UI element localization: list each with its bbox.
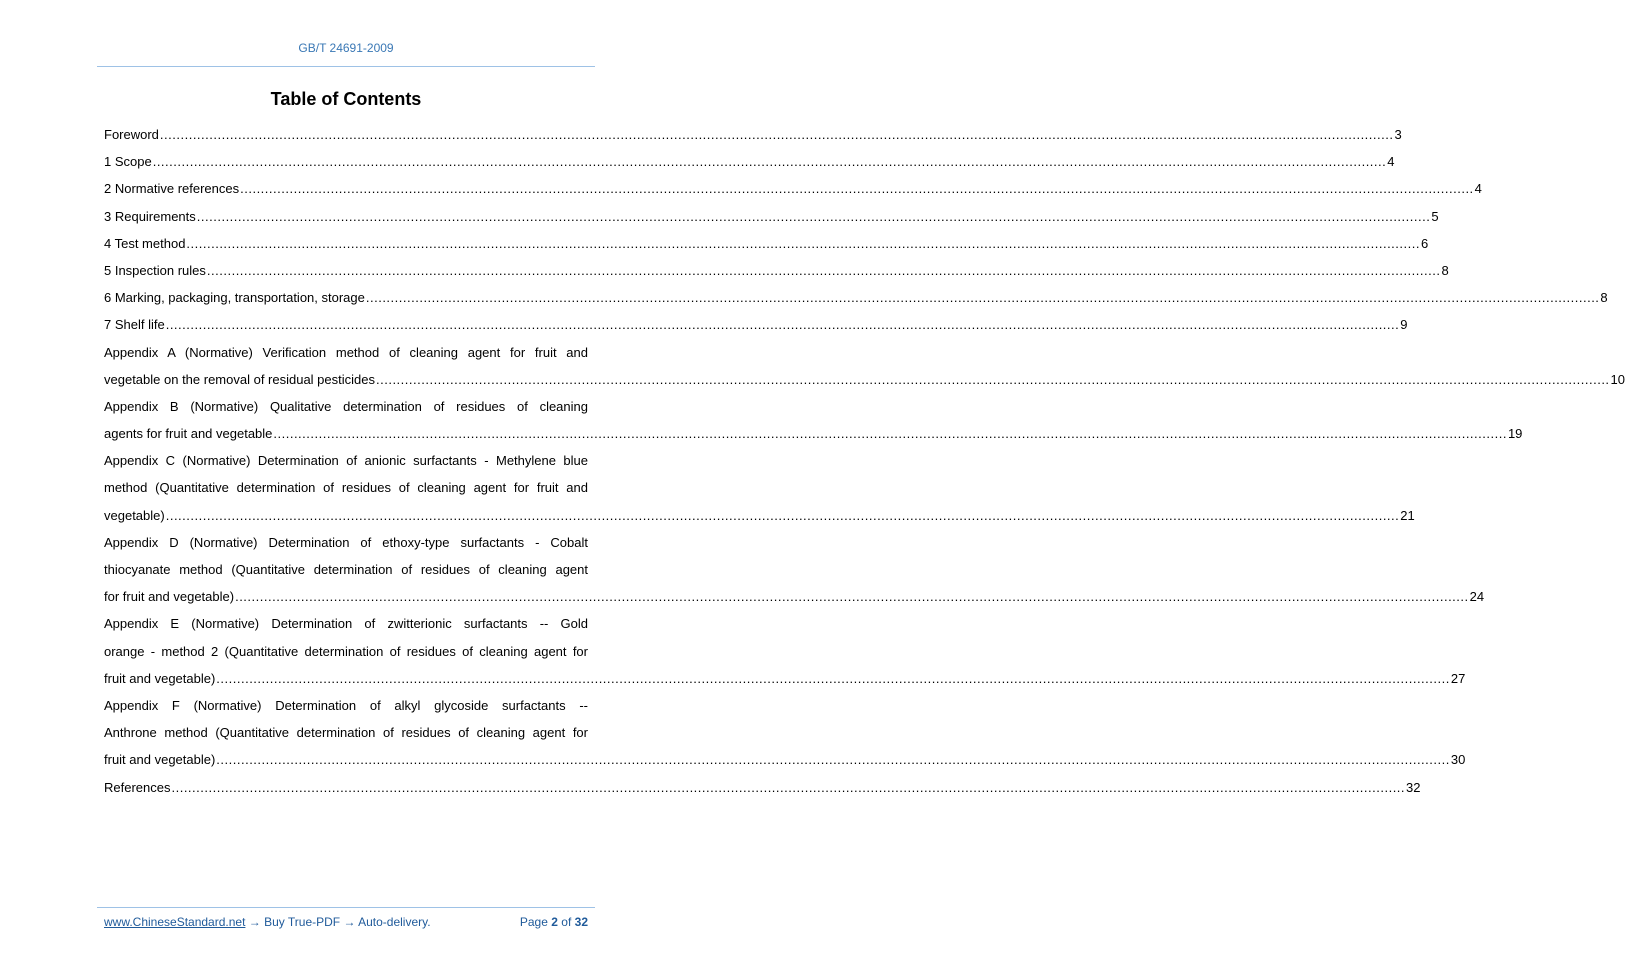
- toc-entry-line: Anthrone method (Quantitative determination of residues of cleaning agent for: [104, 725, 588, 741]
- toc-dot-leader: ............................................................................................................................................................................................................................................................................................................: [165, 317, 1400, 333]
- toc-entry-title: agents for fruit and vegetable: [104, 426, 273, 442]
- toc-entry[interactable]: [104, 447, 1415, 529]
- page-total: 32: [574, 915, 588, 929]
- toc-page-number: 9: [1400, 317, 1408, 333]
- toc-entry[interactable]: [104, 121, 1402, 148]
- toc-entry[interactable]: [104, 393, 1523, 447]
- toc-page-number: 4: [1387, 154, 1395, 170]
- toc-entry-title: References: [104, 779, 171, 795]
- toc-entry-last-line: [104, 420, 1523, 447]
- toc-page-number: 5: [1431, 208, 1439, 224]
- toc-page-number: 3: [1394, 127, 1402, 142]
- toc-entry-last-line: [104, 502, 1415, 529]
- page-counter: [520, 915, 588, 929]
- toc-entry-title: vegetable): [104, 507, 165, 523]
- toc-entry[interactable]: [104, 339, 1625, 393]
- page-word: Page: [519, 915, 548, 929]
- toc-dot-leader: ............................................................................................................................................................................................................................................................................................................: [186, 235, 1420, 251]
- toc-entry[interactable]: [104, 257, 1449, 284]
- toc-dot-leader: ............................................................................................................................................................................................................................................................................................................: [171, 779, 1406, 795]
- toc-dot-leader: ............................................................................................................................................................................................................................................................................................................: [376, 371, 1610, 387]
- toc-entry-line: Appendix D (Normative) Determination of ethoxy-type surfactants - Cobalt: [104, 534, 588, 550]
- toc-entry-last-line: [104, 746, 1466, 773]
- toc-entry-title: 4 Test method: [104, 235, 186, 251]
- toc-page-number: 8: [1600, 290, 1608, 306]
- toc-dot-leader: ............................................................................................................................................................................................................................................................................................................: [152, 154, 1387, 170]
- page-of: of: [561, 915, 572, 929]
- toc-dot-leader: ............................................................................................................................................................................................................................................................................................................: [273, 426, 1507, 442]
- toc-entry-title: fruit and vegetable): [104, 752, 216, 768]
- toc-page-number: 10: [1610, 371, 1625, 387]
- toc-entry-last-line: [104, 665, 1466, 692]
- footer-rule: [97, 907, 595, 908]
- toc-entry-last-line: [104, 284, 1608, 311]
- toc-entry-title: 3 Requirements: [104, 208, 196, 224]
- toc-entry[interactable]: [104, 203, 1439, 230]
- page-title: Table of Contents: [270, 89, 422, 109]
- toc-dot-leader: ............................................................................................................................................................................................................................................................................................................: [240, 181, 1474, 197]
- toc-entry-title: 6 Marking, packaging, transportation, storage: [104, 290, 365, 306]
- toc-page-number: 4: [1474, 181, 1482, 197]
- toc-dot-leader: ............................................................................................................................................................................................................................................................................................................: [196, 208, 1431, 224]
- toc-entry-last-line: [104, 311, 1408, 338]
- toc-dot-leader: ............................................................................................................................................................................................................................................................................................................: [216, 670, 1450, 686]
- page-footer: [104, 915, 588, 929]
- toc-entry-title: vegetable on the removal of residual pesticides: [104, 371, 375, 387]
- toc-entry-last-line: [104, 774, 1421, 801]
- toc-entry[interactable]: [104, 610, 1466, 692]
- toc-entry[interactable]: [104, 284, 1608, 311]
- toc-entry-title: for fruit and vegetable): [104, 589, 235, 605]
- toc-dot-leader: ............................................................................................................................................................................................................................................................................................................: [206, 262, 1441, 278]
- toc-entry-line: thiocyanate method (Quantitative determination of residues of cleaning agent: [104, 562, 588, 577]
- toc-dot-leader: ............................................................................................................................................................................................................................................................................................................: [159, 127, 1394, 142]
- toc-entry[interactable]: [104, 311, 1408, 338]
- toc-entry-last-line: [104, 257, 1449, 284]
- toc-entry-title: 7 Shelf life: [104, 317, 165, 333]
- toc-page-number: 6: [1420, 235, 1429, 251]
- toc-entry-line: Appendix A (Normative) Verification method of cleaning agent for fruit and: [104, 344, 588, 360]
- toc-entry[interactable]: [104, 529, 1485, 611]
- toc-entry-title: 5 Inspection rules: [104, 262, 206, 278]
- toc-page-number: 32: [1406, 779, 1421, 795]
- toc-page-number: 27: [1450, 670, 1466, 686]
- toc-entry-last-line: [104, 230, 1429, 257]
- toc-dot-leader: ............................................................................................................................................................................................................................................................................................................: [365, 290, 1600, 306]
- header-rule: [97, 66, 595, 67]
- toc-entry-title: 1 Scope: [104, 154, 152, 170]
- toc-entry[interactable]: [104, 692, 1466, 774]
- footer-tagline: → Buy True-PDF → Auto-delivery.: [245, 915, 431, 929]
- toc-entry-line: method (Quantitative determination of residues of cleaning agent for fruit and: [104, 480, 588, 496]
- toc-entry[interactable]: [104, 175, 1482, 202]
- toc-entry-last-line: [104, 583, 1485, 610]
- toc-entry-line: Appendix C (Normative) Determination of anionic surfactants - Methylene blue: [104, 453, 588, 469]
- toc-entry-line: Appendix F (Normative) Determination of alkyl glycoside surfactants --: [104, 697, 588, 713]
- page-current: 2: [551, 915, 558, 929]
- toc-page-number: 24: [1469, 589, 1485, 605]
- toc-page-number: 30: [1450, 752, 1466, 768]
- toc-entry[interactable]: [104, 774, 1421, 801]
- toc-entry-line: Appendix E (Normative) Determination of zwitterionic surfactants -- Gold: [104, 616, 588, 632]
- running-header: GB/T 24691-2009: [298, 41, 394, 55]
- toc-entry-line: orange - method 2 (Quantitative determination of residues of cleaning agent for: [104, 643, 588, 659]
- toc-entry-title: 2 Normative references: [104, 181, 240, 197]
- toc-dot-leader: ............................................................................................................................................................................................................................................................................................................: [235, 589, 1469, 605]
- toc-page-number: 8: [1441, 262, 1449, 278]
- toc-entry[interactable]: [104, 148, 1395, 175]
- toc-page-number: 19: [1507, 426, 1523, 442]
- toc-entry-last-line: [104, 366, 1625, 393]
- toc-dot-leader: ............................................................................................................................................................................................................................................................................................................: [216, 752, 1450, 768]
- toc-entry-last-line: [104, 203, 1439, 230]
- table-of-contents: [104, 121, 1625, 801]
- toc-entry-title: fruit and vegetable): [104, 670, 216, 686]
- toc-entry-title: Foreword: [104, 127, 159, 142]
- toc-entry-last-line: [104, 121, 1402, 148]
- toc-entry-last-line: [104, 175, 1482, 202]
- toc-dot-leader: ............................................................................................................................................................................................................................................................................................................: [165, 507, 1400, 523]
- toc-entry[interactable]: [104, 230, 1429, 257]
- website-link[interactable]: www.ChineseStandard.net: [104, 915, 246, 929]
- toc-entry-last-line: [104, 148, 1395, 175]
- toc-page-number: 21: [1400, 507, 1415, 523]
- toc-entry-line: Appendix B (Normative) Qualitative determination of residues of cleaning: [104, 398, 588, 414]
